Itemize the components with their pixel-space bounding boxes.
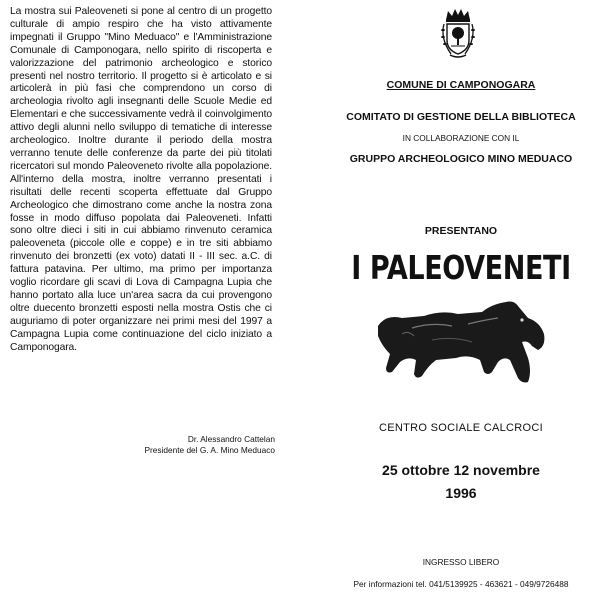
coat-of-arms-icon bbox=[437, 6, 479, 61]
exhibition-dates: 25 ottobre 12 novembre bbox=[382, 462, 540, 478]
signature-name: Dr. Alessandro Cattelan bbox=[187, 434, 275, 444]
venue-label: CENTRO SOCIALE CALCROCI bbox=[379, 422, 543, 434]
bronze-figurine-image bbox=[372, 300, 547, 385]
signature-block bbox=[125, 434, 275, 456]
flyer-cover bbox=[317, 0, 605, 599]
exhibition-year: 1996 bbox=[445, 485, 477, 501]
contact-info: Per informazioni tel. 041/5139925 - 463621 - 049/9726488 bbox=[353, 579, 569, 589]
comitato-heading: COMITATO DI GESTIONE DELLA BIBLIOTECA bbox=[346, 111, 576, 123]
exhibition-title: I PALEOVENETI bbox=[351, 248, 571, 287]
presentano-label: PRESENTANO bbox=[424, 225, 498, 237]
gruppo-heading: GRUPPO ARCHEOLOGICO MINO MEDUACO bbox=[349, 153, 573, 165]
comune-heading: COMUNE DI CAMPONOGARA bbox=[386, 79, 536, 91]
admission-label: INGRESSO LIBERO bbox=[422, 557, 500, 567]
intro-text: La mostra sui Paleoveneti si pone al centro di un progetto culturale di ampio respiro che ha visto attivamente impegnati il Gruppo "Mino Meduaco" e l'Amministrazione Comunale di Camponogara, nello spirito di riscoperta e valorizzazione del patrimonio archeologico e storico presenti nel nostro territorio. Il progetto si è articolato e si articolerà in più fasi che comprendono un corso di archeologia rivolto agli insegnanti delle Scuole Medie ed Elementari e che successivamente vedrà il coinvolgimento attivo degli alunni nello sviluppo di tematiche di interesse archeologico. Inoltre durante il periodo della mostra verranno tenute delle conferenze da parte dei più titolati ricercatori sul mondo Paleoveneto rivolte alla popolazione. All'interno della mostra, inoltre verranno presentati i risultati delle recenti scoperta effettuate dal Gruppo Archeologico che dimostrano come anche la nostra zona fosse in modo diffuso popolata dai Paleoveneti. Infatti sono oltre dieci i siti in cui abbiamo rinvenuto ceramica paleoveneta (piccole olle e coppe) e in tre siti abbiamo rinvenuto dei bronzetti (ex voto) datati II - III sec. a.C. di fattura patavina. Per ultimo, ma primo per importanza voglio ricordare gli scavi di Lova di Campagna Lupia che hanno portato alla luce un'area sacra da cui provengono oltre duecento bronzetti esposti nella mostra Ostis che ci auguriamo di poter organizzare nei primi mesi del 1997 a Campagna Lupia come continuazione del ciclo iniziato a Camponogara. bbox=[10, 6, 272, 353]
collaboration-text: IN COLLABORAZIONE CON IL bbox=[402, 133, 520, 143]
signature-role: Presidente del G. A. Mino Meduaco bbox=[144, 445, 275, 455]
